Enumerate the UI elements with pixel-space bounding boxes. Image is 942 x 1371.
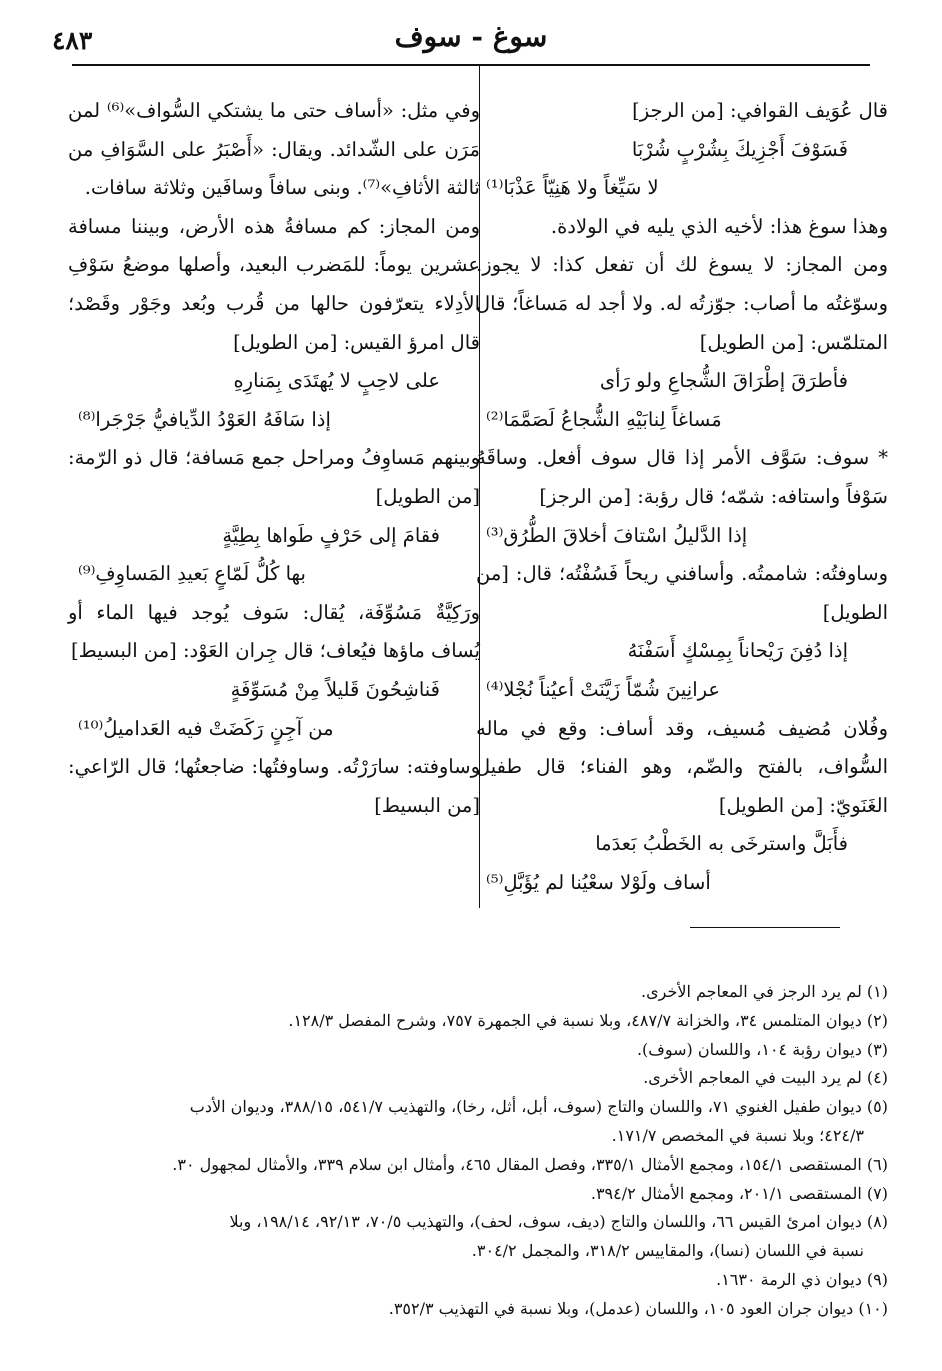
verse-line: على لاحِبٍ لا يُهتَدَى بِمَنارِهِ [233,369,440,393]
footnote-line: (٤) لم يرد البيت في المعاجم الأخرى. [643,1068,888,1088]
footnote-line: (٢) ديوان المتلمس ٣٤، والخزانة ٤٨٧/٧، وبلا نسبة في الجمهرة ٧٥٧، وشرح المفصل ١٢٨/٣. [288,1010,888,1030]
paragraph: وساوفته: سارَرْتُه. وساوفتُها: ضاجعتُها؛ قال الرّاعي: [من البسيط] [68,755,480,817]
left-column [68,92,480,825]
footnote-line: (١٠) ديوان جران العود ١٠٥، واللسان (عدمل)، وبلا نسبة في التهذيب ٣٥٢/٣. [388,1298,888,1318]
footnote-line: (٥) ديوان طفيل الغنوي ٧١، واللسان والتاج (سوف، أبل، أثل، رخا)، والتهذيب ٥٤١/٧، ٣٨٨/١٥، وديوان الأدب [189,1097,888,1117]
paragraph: وفُلان مُضيف مُسيف، وقد أساف: وقع في ماله السُّواف، بالفتح والضّم، وهو الفناء؛ قال طفيل الغَنَويّ: [من الطويل] [476,716,888,817]
paragraph: قال عُوَيف القوافي: [من الرجز] [632,99,888,122]
verse-line: فَسَوْفَ أَجْزِيكَ بِشُرْبٍ شُرْبَا [631,137,848,161]
paragraph: وفي مثل: «أساف حتى ما يشتكي السُّواف»⁽⁶⁾ لمن مَرَن على الشّدائد. ويقال: «أَصْبَرُ على السَّوَافِ من ثالثة الأثافِ»⁽⁷⁾. وبنى سافاً وسافَين وثلاثة سافات. [68,99,480,200]
footnote-line: (٣) ديوان رؤبة ١٠٤، واللسان (سوف). [636,1039,888,1059]
footnote-rule [690,927,840,928]
page-number: ٤٨٣ [52,26,93,55]
verse-line: أساف ولَوْلا سعْيُنا لم يُؤَبَّلِ⁽⁵⁾ [486,870,711,894]
footnote-line: (٨) ديوان امرئ القيس ٦٦، واللسان والتاج (ديف، سوف، لحف)، والتهذيب ٧٠/٥، ٩٢/١٣، ١٩٨/١٤، وبلا [229,1212,888,1232]
page-title: سوغ - سوف [394,20,548,53]
paragraph: وساوفتُه: شاممتُه. وأسافني ريحاً فَسُفْتُه؛ قال: [من الطويل] [476,562,888,624]
verse-line: بها كُلُّ لَمّاعٍ بَعيدِ المَساوِفِ⁽⁹⁾ [78,562,306,586]
footnote-line: نسبة في اللسان (نسا)، والمقاييس ٣١٨/٢، والمجمل ٣٠٤/٢. [471,1241,864,1261]
footnote-line: (٦) المستقصى ١٥٤/١، ومجمع الأمثال ٣٣٥/١، وفصل المقال ٤٦٥، وأمثال ابن سلام ٣٣٩، والأمثال لمجهول ٣٠. [172,1154,888,1174]
verse-line: فأطرَقَ إطْرَاقَ الشُّجاعِ ولو رَأى [599,369,848,393]
footnote-line: (٩) ديوان ذي الرمة ١٦٣٠. [716,1269,888,1289]
paragraph: ورَكِيَّةٌ مَسُوِّفَة، يُقال: سَوف يُوجد فيها الماء أو يُساف ماؤها فيُعاف؛ قال جِران العَوْد: [من البسيط] [68,600,480,663]
verse-line: إذا سَافَهُ العَوْدُ الدِّيافيُّ جَرْجَرا⁽⁸⁾ [78,407,331,431]
verse-line: فقامَ إلى حَرْفٍ طَواها بِطِيَّةٍ [222,523,440,547]
header-rule [72,64,870,66]
footnote-line: (١) لم يرد الرجز في المعاجم الأخرى. [641,982,888,1001]
right-column [476,92,888,902]
footnote-line: (٧) المستقصى ٢٠١/١، ومجمع الأمثال ٣٩٤/٢. [590,1183,888,1203]
verse-line: إذا الدَّليلُ اسْتافَ أخلاقَ الطُّرُق⁽³⁾ [486,523,748,547]
paragraph: وهذا سوغ هذا: لأخيه الذي يليه في الولادة. [550,214,888,238]
verse-line: مَساغاً لِنابَيْهِ الشُّجاعُ لَصَمَّمَا⁽²⁾ [486,407,722,431]
verse-line: عرانِينَ شُمّاً زَيَّنَتْ أعيُناً نُجْلا⁽⁴⁾ [486,677,721,701]
paragraph: ومن المجاز: كم مسافةُ هذه الأرض، وبيننا مسافة عشرين يوماً: للمَضرب البعيد، وأصلها موضعُ سَوْفِ الأدِلاء يتعرّفون حالها من قُرب وبُعد وجَوْر وقَصْد؛ قال امرؤ القيس: [من الطويل] [68,214,480,354]
paragraph: * سوف: سَوَّف الأمر إذا قال سوف أفعل. وساقَهُ سَوْفاً واستافه: شمّه؛ قال رؤبة: [من الرجز] [476,446,888,508]
footnote-line: ٤٢٤/٣؛ وبلا نسبة في المخصص ١٧١/٧. [611,1125,864,1145]
footnotes [58,978,888,1324]
verse-line: إذا دُفِنَ رَيْحاناً بِمِسْكٍ أَسَفْنَهُ [627,639,848,663]
paragraph: وبينهم مَساوِفُ ومراحل جمع مَسافة؛ قال ذو الرّمة: [من الطويل] [68,446,480,508]
verse-line: لا سَيِّغاً ولا هَنِيّاً عَذْبَا⁽¹⁾ [486,176,659,200]
verse-line: فأَبَلَّ واسترخَى به الخَطْبُ بَعدَما [595,832,848,856]
paragraph: ومن المجاز: لا يسوغ لك أن تفعل كذا: لا يجوز. وسوّغتُه ما أصاب: جوّزتُه له. ولا أجد له مَساغاً؛ قال المتلمّس: [من الطويل] [476,253,888,354]
verse-line: من آجِنٍ رَكَضَتْ فيه العَداميلُ⁽¹⁰⁾ [78,716,334,740]
verse-line: فَناشِحُونَ قَليلاً مِنْ مُسَوِّفَةٍ [230,677,440,701]
